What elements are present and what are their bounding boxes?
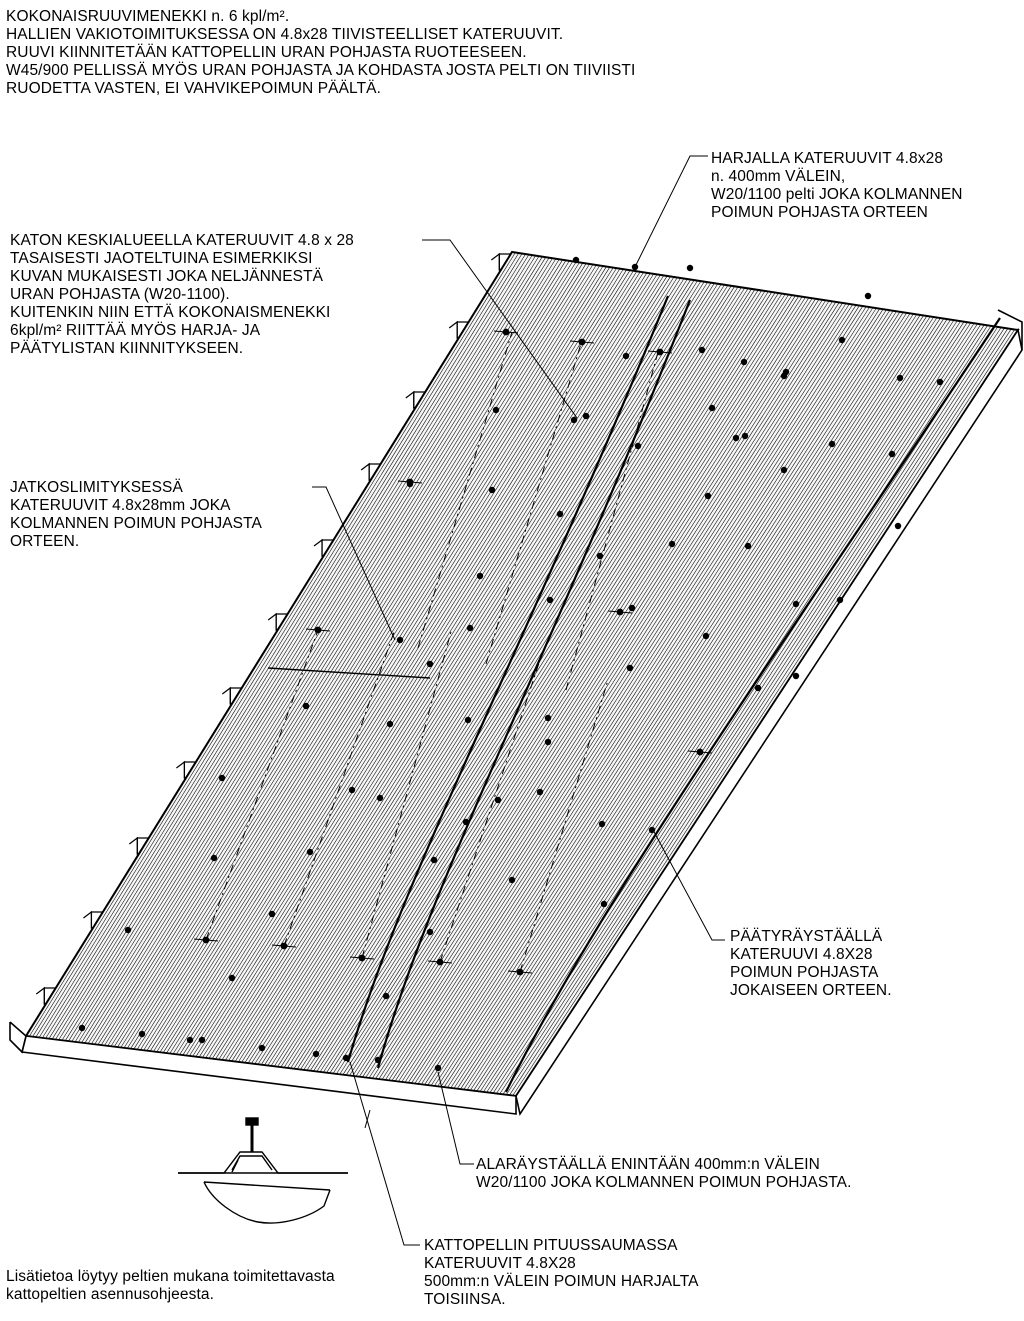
seam-note-line: TOISIINSA. xyxy=(424,1291,506,1308)
seam-note-line: 500mm:n VÄLEIN POIMUN HARJALTA xyxy=(424,1273,699,1290)
batten-end-edge xyxy=(406,392,414,408)
middle-note-line: 6kpl/m² RIITTÄÄ MYÖS HARJA- JA xyxy=(10,322,261,339)
screw-dot xyxy=(383,993,389,999)
overlap-note-line: KOLMANNEN POIMUN POHJASTA xyxy=(10,515,262,532)
ridge-note-line: HARJALLA KATERUUVIT 4.8x28 xyxy=(711,150,944,167)
batten-end-edge xyxy=(83,912,91,928)
screw-dot xyxy=(937,379,943,385)
screw-dot xyxy=(435,1065,441,1071)
screw-dot xyxy=(583,413,589,419)
screw-dot xyxy=(783,369,789,375)
batten-end-edge xyxy=(314,540,322,556)
screw-dot xyxy=(463,819,469,825)
screw-dot xyxy=(489,487,495,493)
screw-dot xyxy=(187,1037,193,1043)
eave-note-line: W20/1100 JOKA KOLMANNEN POIMUN POHJASTA. xyxy=(476,1174,852,1191)
screw-dot xyxy=(349,787,355,793)
screw-dot xyxy=(431,857,437,863)
screw-dot xyxy=(375,1057,381,1063)
screw-dot xyxy=(557,511,563,517)
leader-ridge xyxy=(635,156,708,267)
middle-note-line: URAN POHJASTA (W20-1100). xyxy=(10,286,230,303)
seam-note-line: KATTOPELLIN PITUUSSAUMASSA xyxy=(424,1237,678,1254)
overlap-note-line: KATERUUVIT 4.8x28mm JOKA xyxy=(10,497,231,514)
screw-dot xyxy=(199,1037,205,1043)
gable-note-line: POIMUN POHJASTA xyxy=(730,964,879,981)
screw-dot xyxy=(705,493,711,499)
screw-cross-section-detail xyxy=(178,1118,348,1223)
screw-dot xyxy=(343,1055,349,1061)
screw-dot xyxy=(793,673,799,679)
eave-note-line: ALARÄYSTÄÄLLÄ ENINTÄÄN 400mm:n VÄLEIN xyxy=(476,1156,820,1173)
screw-dot xyxy=(427,661,433,667)
screw-dot xyxy=(211,855,217,861)
screw-dot xyxy=(742,433,748,439)
screw-dot xyxy=(219,775,225,781)
leader-seam-2 xyxy=(365,1110,370,1128)
screw-dot xyxy=(269,911,275,917)
header-note-line: RUODETTA VASTEN, EI VAHVIKEPOIMUN PÄÄLTÄ. xyxy=(6,80,382,97)
header-note-line: KOKONAISRUUVIMENEKKI n. 6 kpl/m². xyxy=(6,8,290,25)
middle-note-line: KATON KESKIALUEELLA KATERUUVIT 4.8 x 28 xyxy=(10,232,354,249)
screw-dot xyxy=(601,901,607,907)
screw-dot xyxy=(125,927,131,933)
screw-dot xyxy=(599,821,605,827)
gable-note-line: JOKAISEEN ORTEEN. xyxy=(730,982,892,999)
screw-dot xyxy=(687,265,693,271)
screw-dot xyxy=(547,597,553,603)
screw-dot xyxy=(259,1045,265,1051)
screw-dot xyxy=(477,573,483,579)
middle-note-line: TASAISESTI JAOTELTUINA ESIMERKIKSI xyxy=(10,250,313,267)
screw-dot xyxy=(889,451,895,457)
batten-end-edge xyxy=(449,322,457,338)
screw-dot xyxy=(781,467,787,473)
screw-dot xyxy=(703,633,709,639)
middle-note-line: KUVAN MUKAISESTI JOKA NELJÄNNESTÄ xyxy=(10,268,324,285)
gable-note-line: PÄÄTYRÄYSTÄÄLLÄ xyxy=(730,928,883,945)
screw-dot xyxy=(573,257,579,263)
screw-dot xyxy=(623,353,629,359)
batten-end-edge xyxy=(36,988,44,1004)
screw-dot xyxy=(509,877,515,883)
screw-dot xyxy=(895,523,901,529)
screw-dot xyxy=(303,703,309,709)
screw-dot xyxy=(537,789,543,795)
screw-dot xyxy=(839,337,845,343)
batten-end-edge xyxy=(176,762,184,778)
screw-dot xyxy=(493,407,499,413)
screw-dot xyxy=(387,721,393,727)
screw-dot xyxy=(495,797,501,803)
screw-dot xyxy=(467,625,473,631)
batten-end-edge xyxy=(268,614,276,630)
header-note-line: W45/900 PELLISSÄ MYÖS URAN POHJASTA JA KOHDASTA JOSTA PELTI ON TIIVIISTI xyxy=(6,62,636,79)
middle-note-line: KUITENKIN NIIN ETTÄ KOKONAISMENEKKI xyxy=(10,304,331,321)
screw-dot xyxy=(397,637,403,643)
screw-dot xyxy=(377,795,383,801)
screw-dot xyxy=(669,541,675,547)
batten-end-edge xyxy=(129,838,137,854)
screw-dot xyxy=(627,665,633,671)
screw-dot xyxy=(465,717,471,723)
ridge-note-line: POIMUN POHJASTA ORTEEN xyxy=(711,204,928,221)
screw-dot xyxy=(745,543,751,549)
screw-dot xyxy=(79,1025,85,1031)
screw-dot xyxy=(545,715,551,721)
screw-dot xyxy=(307,849,313,855)
screw-dot xyxy=(829,441,835,447)
seam-note-line: KATERUUVIT 4.8X28 xyxy=(424,1255,576,1272)
screw-dot xyxy=(427,929,433,935)
batten-end-edge xyxy=(491,254,499,270)
screw-dot xyxy=(699,347,705,353)
footer-note-line: kattopeltien asennusohjeesta. xyxy=(6,1286,214,1303)
screw-dot xyxy=(229,975,235,981)
screw-dot xyxy=(635,443,641,449)
screw-dot xyxy=(597,553,603,559)
batten-end-edge xyxy=(222,688,230,704)
screw-dot xyxy=(709,405,715,411)
gable-note-line: KATERUUVI 4.8X28 xyxy=(730,946,873,963)
screw-dot xyxy=(313,1051,319,1057)
ridge-note-line: W20/1100 pelti JOKA KOLMANNEN xyxy=(711,186,963,203)
screw-dot xyxy=(837,597,843,603)
middle-note-line: PÄÄTYLISTAN KIINNITYKSEEN. xyxy=(10,340,244,357)
overlap-note-line: ORTEEN. xyxy=(10,533,80,550)
screw-dot xyxy=(755,685,761,691)
screw-dot xyxy=(733,435,739,441)
screw-dot xyxy=(139,1031,145,1037)
overlap-note-line: JATKOSLIMITYKSESSÄ xyxy=(10,479,183,496)
batten-end-edge xyxy=(361,464,369,480)
screw-dot xyxy=(897,375,903,381)
screw-dot xyxy=(741,359,747,365)
footer-note-line: Lisätietoa löytyy peltien mukana toimitettavasta xyxy=(6,1268,335,1285)
screw-dot xyxy=(545,739,551,745)
screw-dot xyxy=(793,601,799,607)
ridge-note-line: n. 400mm VÄLEIN, xyxy=(711,168,846,185)
header-note-line: HALLIEN VAKIOTOIMITUKSESSA ON 4.8x28 TIIVISTEELLISET KATERUUVIT. xyxy=(6,26,564,43)
screw-dot xyxy=(629,605,635,611)
header-note-line: RUUVI KIINNITETÄÄN KATTOPELLIN URAN POHJASTA RUOTEESEEN. xyxy=(6,44,527,61)
screw-dot xyxy=(865,293,871,299)
